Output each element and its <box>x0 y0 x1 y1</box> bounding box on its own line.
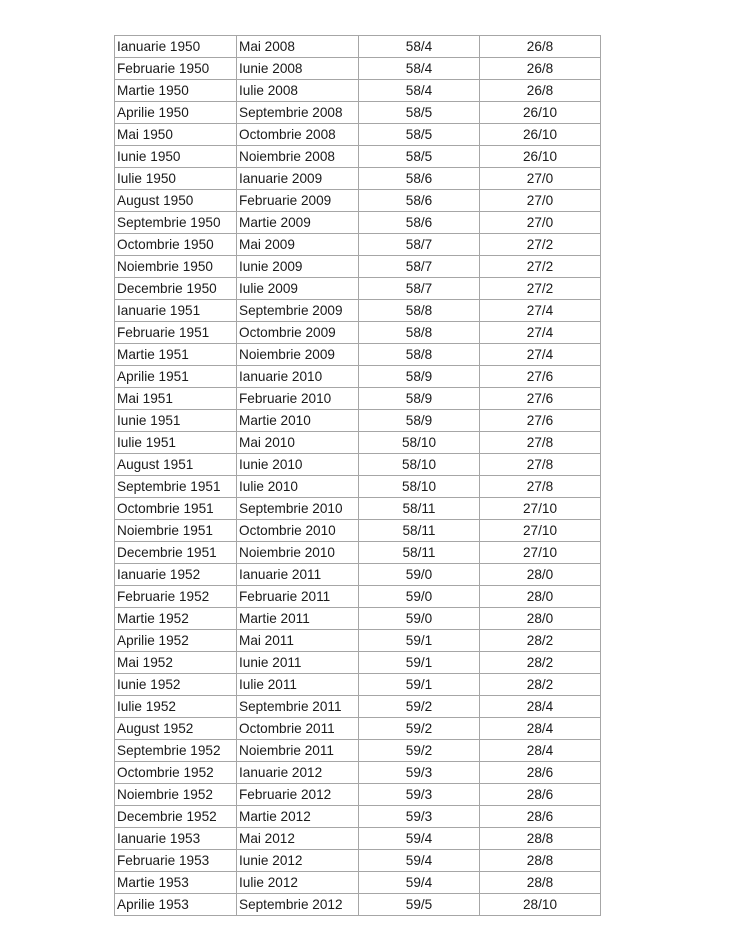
standard-age-cell: 58/4 <box>359 58 480 80</box>
standard-age-cell: 58/5 <box>359 124 480 146</box>
contribution-period-cell: 27/2 <box>480 278 601 300</box>
retirement-date-cell: Ianuarie 2012 <box>237 762 359 784</box>
retirement-date-cell: Septembrie 2011 <box>237 696 359 718</box>
table-row <box>115 630 601 652</box>
table-row <box>115 498 601 520</box>
retirement-date-cell: Iunie 2009 <box>237 256 359 278</box>
birth-month-cell: Februarie 1953 <box>115 850 237 872</box>
retirement-date-cell: Iulie 2008 <box>237 80 359 102</box>
standard-age-cell: 59/4 <box>359 850 480 872</box>
retirement-date-cell: Martie 2011 <box>237 608 359 630</box>
standard-age-cell: 59/3 <box>359 762 480 784</box>
birth-month-cell: Decembrie 1952 <box>115 806 237 828</box>
table-row <box>115 58 601 80</box>
retirement-date-cell: Martie 2012 <box>237 806 359 828</box>
retirement-date-cell: Noiembrie 2010 <box>237 542 359 564</box>
table-row <box>115 894 601 916</box>
standard-age-cell: 58/11 <box>359 520 480 542</box>
contribution-period-cell: 27/2 <box>480 256 601 278</box>
birth-month-cell: Septembrie 1951 <box>115 476 237 498</box>
retirement-date-cell: Ianuarie 2011 <box>237 564 359 586</box>
contribution-period-cell: 26/8 <box>480 36 601 58</box>
retirement-schedule-table <box>114 35 601 916</box>
standard-age-cell: 59/3 <box>359 806 480 828</box>
birth-month-cell: Aprilie 1950 <box>115 102 237 124</box>
contribution-period-cell: 27/4 <box>480 322 601 344</box>
birth-month-cell: Februarie 1950 <box>115 58 237 80</box>
contribution-period-cell: 28/0 <box>480 564 601 586</box>
contribution-period-cell: 27/0 <box>480 190 601 212</box>
standard-age-cell: 59/4 <box>359 828 480 850</box>
retirement-date-cell: Iunie 2012 <box>237 850 359 872</box>
table-row <box>115 762 601 784</box>
birth-month-cell: August 1950 <box>115 190 237 212</box>
retirement-date-cell: Octombrie 2009 <box>237 322 359 344</box>
birth-month-cell: Ianuarie 1952 <box>115 564 237 586</box>
table-row <box>115 102 601 124</box>
standard-age-cell: 58/7 <box>359 256 480 278</box>
birth-month-cell: Octombrie 1952 <box>115 762 237 784</box>
table-row <box>115 872 601 894</box>
standard-age-cell: 59/0 <box>359 586 480 608</box>
retirement-date-cell: Noiembrie 2011 <box>237 740 359 762</box>
contribution-period-cell: 27/0 <box>480 212 601 234</box>
standard-age-cell: 58/4 <box>359 80 480 102</box>
table-row <box>115 652 601 674</box>
contribution-period-cell: 27/8 <box>480 432 601 454</box>
standard-age-cell: 59/4 <box>359 872 480 894</box>
contribution-period-cell: 28/4 <box>480 718 601 740</box>
standard-age-cell: 59/1 <box>359 652 480 674</box>
retirement-date-cell: Februarie 2011 <box>237 586 359 608</box>
birth-month-cell: Decembrie 1951 <box>115 542 237 564</box>
table-row <box>115 300 601 322</box>
standard-age-cell: 59/1 <box>359 630 480 652</box>
birth-month-cell: August 1951 <box>115 454 237 476</box>
retirement-date-cell: Iulie 2011 <box>237 674 359 696</box>
contribution-period-cell: 27/4 <box>480 344 601 366</box>
contribution-period-cell: 28/0 <box>480 586 601 608</box>
contribution-period-cell: 27/8 <box>480 454 601 476</box>
contribution-period-cell: 27/6 <box>480 410 601 432</box>
retirement-date-cell: Ianuarie 2009 <box>237 168 359 190</box>
table-row <box>115 542 601 564</box>
table-row <box>115 168 601 190</box>
standard-age-cell: 59/3 <box>359 784 480 806</box>
table-row <box>115 454 601 476</box>
table-row <box>115 850 601 872</box>
table-row <box>115 80 601 102</box>
standard-age-cell: 58/8 <box>359 344 480 366</box>
retirement-date-cell: Iunie 2010 <box>237 454 359 476</box>
retirement-date-cell: Septembrie 2009 <box>237 300 359 322</box>
standard-age-cell: 58/10 <box>359 454 480 476</box>
retirement-date-cell: Octombrie 2011 <box>237 718 359 740</box>
contribution-period-cell: 28/2 <box>480 630 601 652</box>
contribution-period-cell: 27/0 <box>480 168 601 190</box>
retirement-date-cell: Octombrie 2008 <box>237 124 359 146</box>
table-row <box>115 366 601 388</box>
standard-age-cell: 59/0 <box>359 608 480 630</box>
standard-age-cell: 58/6 <box>359 212 480 234</box>
standard-age-cell: 59/2 <box>359 696 480 718</box>
standard-age-cell: 58/6 <box>359 190 480 212</box>
table-row <box>115 564 601 586</box>
table-row <box>115 828 601 850</box>
standard-age-cell: 58/9 <box>359 366 480 388</box>
retirement-date-cell: Octombrie 2010 <box>237 520 359 542</box>
birth-month-cell: Martie 1952 <box>115 608 237 630</box>
standard-age-cell: 58/8 <box>359 322 480 344</box>
contribution-period-cell: 26/10 <box>480 102 601 124</box>
standard-age-cell: 58/9 <box>359 388 480 410</box>
standard-age-cell: 59/2 <box>359 718 480 740</box>
standard-age-cell: 58/10 <box>359 432 480 454</box>
contribution-period-cell: 26/8 <box>480 58 601 80</box>
retirement-date-cell: Februarie 2009 <box>237 190 359 212</box>
contribution-period-cell: 27/6 <box>480 366 601 388</box>
birth-month-cell: Martie 1951 <box>115 344 237 366</box>
retirement-date-cell: Mai 2009 <box>237 234 359 256</box>
contribution-period-cell: 27/2 <box>480 234 601 256</box>
standard-age-cell: 58/5 <box>359 102 480 124</box>
table-row <box>115 608 601 630</box>
table-row <box>115 36 601 58</box>
table-row <box>115 322 601 344</box>
standard-age-cell: 59/1 <box>359 674 480 696</box>
birth-month-cell: Septembrie 1952 <box>115 740 237 762</box>
table-row <box>115 212 601 234</box>
standard-age-cell: 59/2 <box>359 740 480 762</box>
table-row <box>115 146 601 168</box>
birth-month-cell: Septembrie 1950 <box>115 212 237 234</box>
birth-month-cell: August 1952 <box>115 718 237 740</box>
contribution-period-cell: 28/6 <box>480 762 601 784</box>
contribution-period-cell: 27/4 <box>480 300 601 322</box>
birth-month-cell: Noiembrie 1951 <box>115 520 237 542</box>
contribution-period-cell: 27/8 <box>480 476 601 498</box>
retirement-date-cell: Iunie 2011 <box>237 652 359 674</box>
table-row <box>115 124 601 146</box>
birth-month-cell: Ianuarie 1950 <box>115 36 237 58</box>
birth-month-cell: Mai 1951 <box>115 388 237 410</box>
birth-month-cell: Februarie 1952 <box>115 586 237 608</box>
birth-month-cell: Februarie 1951 <box>115 322 237 344</box>
table-row <box>115 234 601 256</box>
contribution-period-cell: 28/4 <box>480 696 601 718</box>
retirement-date-cell: Mai 2012 <box>237 828 359 850</box>
retirement-date-cell: Septembrie 2012 <box>237 894 359 916</box>
birth-month-cell: Aprilie 1952 <box>115 630 237 652</box>
birth-month-cell: Decembrie 1950 <box>115 278 237 300</box>
retirement-date-cell: Iulie 2012 <box>237 872 359 894</box>
birth-month-cell: Noiembrie 1952 <box>115 784 237 806</box>
retirement-date-cell: Septembrie 2008 <box>237 102 359 124</box>
contribution-period-cell: 28/0 <box>480 608 601 630</box>
standard-age-cell: 58/7 <box>359 278 480 300</box>
contribution-period-cell: 28/10 <box>480 894 601 916</box>
standard-age-cell: 58/4 <box>359 36 480 58</box>
table-row <box>115 586 601 608</box>
contribution-period-cell: 28/6 <box>480 806 601 828</box>
birth-month-cell: Martie 1950 <box>115 80 237 102</box>
standard-age-cell: 58/8 <box>359 300 480 322</box>
contribution-period-cell: 28/8 <box>480 828 601 850</box>
contribution-period-cell: 27/6 <box>480 388 601 410</box>
table-row <box>115 718 601 740</box>
retirement-date-cell: Februarie 2012 <box>237 784 359 806</box>
retirement-date-cell: Mai 2010 <box>237 432 359 454</box>
retirement-date-cell: Ianuarie 2010 <box>237 366 359 388</box>
birth-month-cell: Martie 1953 <box>115 872 237 894</box>
birth-month-cell: Iulie 1950 <box>115 168 237 190</box>
retirement-date-cell: Mai 2008 <box>237 36 359 58</box>
retirement-date-cell: Martie 2009 <box>237 212 359 234</box>
birth-month-cell: Mai 1952 <box>115 652 237 674</box>
standard-age-cell: 58/6 <box>359 168 480 190</box>
retirement-date-cell: Iulie 2010 <box>237 476 359 498</box>
retirement-date-cell: Martie 2010 <box>237 410 359 432</box>
table-row <box>115 784 601 806</box>
contribution-period-cell: 28/2 <box>480 674 601 696</box>
birth-month-cell: Ianuarie 1951 <box>115 300 237 322</box>
table-row <box>115 432 601 454</box>
retirement-date-cell: Mai 2011 <box>237 630 359 652</box>
retirement-date-cell: Februarie 2010 <box>237 388 359 410</box>
standard-age-cell: 58/9 <box>359 410 480 432</box>
table-row <box>115 344 601 366</box>
retirement-date-cell: Iulie 2009 <box>237 278 359 300</box>
retirement-date-cell: Septembrie 2010 <box>237 498 359 520</box>
standard-age-cell: 59/0 <box>359 564 480 586</box>
contribution-period-cell: 26/10 <box>480 124 601 146</box>
birth-month-cell: Noiembrie 1950 <box>115 256 237 278</box>
retirement-date-cell: Noiembrie 2009 <box>237 344 359 366</box>
birth-month-cell: Iunie 1952 <box>115 674 237 696</box>
birth-month-cell: Iunie 1950 <box>115 146 237 168</box>
birth-month-cell: Aprilie 1951 <box>115 366 237 388</box>
contribution-period-cell: 28/2 <box>480 652 601 674</box>
contribution-period-cell: 27/10 <box>480 520 601 542</box>
table-row <box>115 278 601 300</box>
birth-month-cell: Octombrie 1951 <box>115 498 237 520</box>
table-row <box>115 410 601 432</box>
contribution-period-cell: 27/10 <box>480 542 601 564</box>
table-row <box>115 806 601 828</box>
contribution-period-cell: 27/10 <box>480 498 601 520</box>
table-row <box>115 256 601 278</box>
table-row <box>115 674 601 696</box>
retirement-date-cell: Noiembrie 2008 <box>237 146 359 168</box>
table-row <box>115 476 601 498</box>
birth-month-cell: Iulie 1952 <box>115 696 237 718</box>
standard-age-cell: 58/5 <box>359 146 480 168</box>
contribution-period-cell: 28/4 <box>480 740 601 762</box>
birth-month-cell: Octombrie 1950 <box>115 234 237 256</box>
standard-age-cell: 58/10 <box>359 476 480 498</box>
standard-age-cell: 58/11 <box>359 542 480 564</box>
table-row <box>115 388 601 410</box>
table-row <box>115 190 601 212</box>
table-row <box>115 740 601 762</box>
retirement-date-cell: Iunie 2008 <box>237 58 359 80</box>
standard-age-cell: 58/7 <box>359 234 480 256</box>
table-body <box>115 36 601 916</box>
birth-month-cell: Aprilie 1953 <box>115 894 237 916</box>
birth-month-cell: Iulie 1951 <box>115 432 237 454</box>
birth-month-cell: Iunie 1951 <box>115 410 237 432</box>
contribution-period-cell: 26/8 <box>480 80 601 102</box>
contribution-period-cell: 28/6 <box>480 784 601 806</box>
table-row <box>115 520 601 542</box>
birth-month-cell: Mai 1950 <box>115 124 237 146</box>
table-row <box>115 696 601 718</box>
contribution-period-cell: 26/10 <box>480 146 601 168</box>
standard-age-cell: 59/5 <box>359 894 480 916</box>
standard-age-cell: 58/11 <box>359 498 480 520</box>
contribution-period-cell: 28/8 <box>480 872 601 894</box>
contribution-period-cell: 28/8 <box>480 850 601 872</box>
birth-month-cell: Ianuarie 1953 <box>115 828 237 850</box>
